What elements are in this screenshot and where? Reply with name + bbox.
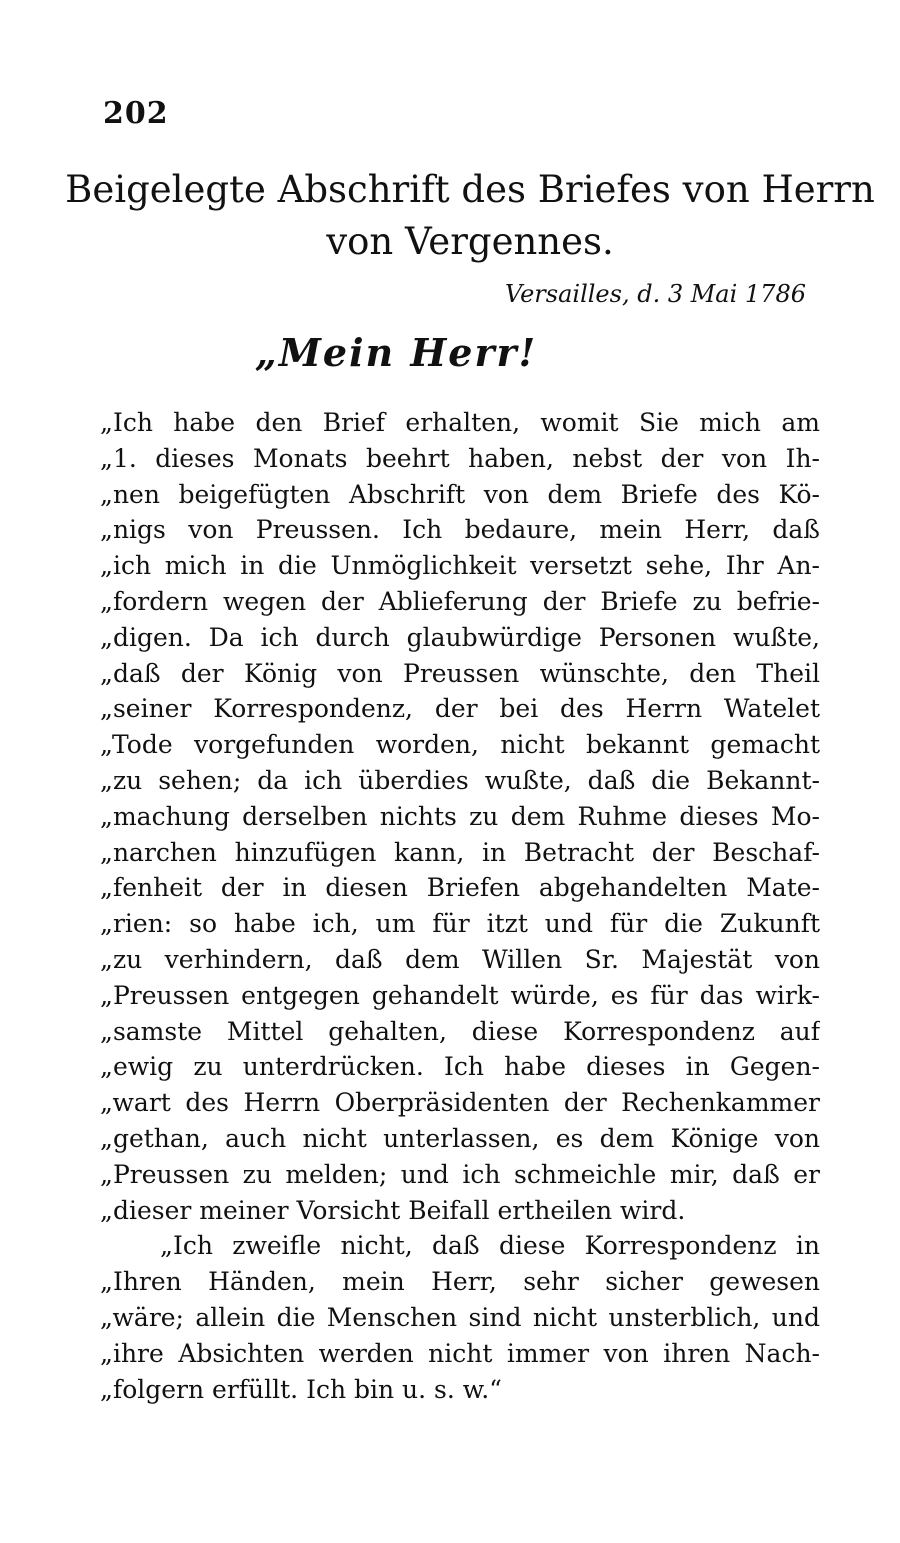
text-line: „samste Mittel gehalten, diese Korrespondenz auf <box>100 1016 820 1046</box>
text-line: „Tode vorgefunden worden, nicht bekannt gemacht <box>100 730 820 760</box>
text-line: „fordern wegen der Ablieferung der Briefe zu befrie- <box>100 586 820 616</box>
salutation: „Mein Herr! <box>255 330 538 375</box>
dateline: Versailles, d. 3 Mai 1786 <box>504 280 806 308</box>
text-line: „ihre Absichten werden nicht immer von ihren Nach- <box>100 1338 820 1368</box>
letter-body <box>100 405 820 1407</box>
text-line: „digen. Da ich durch glaubwürdige Personen wußte, <box>100 622 820 652</box>
text-line: „zu verhindern, daß dem Willen Sr. Majestät von <box>100 944 820 974</box>
text-line: „seiner Korrespondenz, der bei des Herrn Watelet <box>100 694 820 724</box>
text-line: „ewig zu unterdrücken. Ich habe dieses in Gegen- <box>100 1052 820 1082</box>
text-line: „ich mich in die Unmöglichkeit versetzt sehe, Ihr An- <box>100 551 820 581</box>
text-line: „Ich zweifle nicht, daß diese Korrespondenz in <box>160 1231 820 1261</box>
letter-title: Beigelegte Abschrift des Briefes von Herrn <box>65 168 875 211</box>
text-line: „dieser meiner Vorsicht Beifall ertheilen wird. <box>100 1195 686 1225</box>
text-line: „rien: so habe ich, um für itzt und für die Zukunft <box>100 909 820 939</box>
text-line: „Preussen entgegen gehandelt würde, es für das wirk- <box>100 980 820 1010</box>
text-line: „narchen hinzufügen kann, in Betracht der Beschaf- <box>100 837 820 867</box>
text-line: „zu sehen; da ich überdies wußte, daß die Bekannt- <box>100 765 820 795</box>
text-line: „Preussen zu melden; und ich schmeichle mir, daß er <box>100 1159 820 1189</box>
text-line: „Ich habe den Brief erhalten, womit Sie mich am <box>100 408 820 437</box>
text-line: „machung derselben nichts zu dem Ruhme dieses Mo- <box>100 801 820 831</box>
text-line: „wäre; allein die Menschen sind nicht unsterblich, und <box>100 1302 820 1332</box>
text-line: „daß der König von Preussen wünschte, den Theil <box>100 658 820 688</box>
text-line: „1. dieses Monats beehrt haben, nebst der von Ih- <box>100 443 820 473</box>
text-line: „Ihren Händen, mein Herr, sehr sicher gewesen <box>100 1267 820 1297</box>
letter-title-continued: von Vergennes. <box>326 220 614 263</box>
text-line: „gethan, auch nicht unterlassen, es dem Könige von <box>100 1123 820 1153</box>
page-number: 202 <box>103 96 169 131</box>
text-line: „fenheit der in diesen Briefen abgehandelten Mate- <box>100 873 820 903</box>
text-line: „wart des Herrn Oberpräsidenten der Rechenkammer <box>100 1088 820 1118</box>
text-line: „nigs von Preussen. Ich bedaure, mein Herr, daß <box>100 515 820 545</box>
text-line: „nen beigefügten Abschrift von dem Briefe des Kö- <box>100 479 820 509</box>
text-line: „folgern erfüllt. Ich bin u. s. w.“ <box>100 1374 502 1404</box>
